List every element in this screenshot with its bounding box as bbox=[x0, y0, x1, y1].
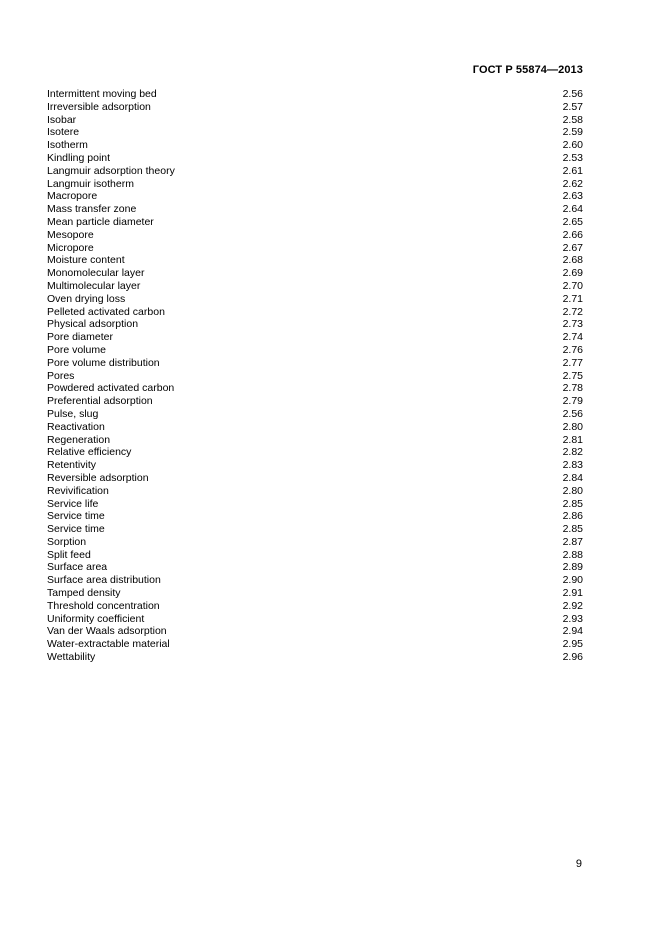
index-reference-number: 2.65 bbox=[562, 215, 583, 228]
index-term: Service life bbox=[47, 497, 99, 510]
index-entry bbox=[47, 267, 583, 280]
index-reference-number: 2.91 bbox=[562, 587, 583, 600]
index-entry bbox=[47, 152, 583, 165]
index-entry bbox=[47, 216, 583, 229]
index-term: Surface area bbox=[47, 561, 108, 574]
index-term: Irreversible adsorption bbox=[47, 100, 151, 113]
index-term: Threshold concentration bbox=[47, 599, 160, 612]
index-term: Mean particle diameter bbox=[47, 215, 154, 228]
index-entry bbox=[47, 613, 583, 626]
index-term: Relative efficiency bbox=[47, 446, 132, 459]
index-term: Mass transfer zone bbox=[47, 203, 137, 216]
index-reference-number: 2.61 bbox=[562, 164, 583, 177]
index-term: Isotherm bbox=[47, 139, 88, 152]
index-term: Service time bbox=[47, 523, 105, 536]
index-reference-number: 2.79 bbox=[562, 395, 583, 408]
index-reference-number: 2.58 bbox=[562, 113, 583, 126]
index-reference-number: 2.60 bbox=[562, 139, 583, 152]
index-reference-number: 2.82 bbox=[562, 446, 583, 459]
index-term: Retentivity bbox=[47, 459, 97, 472]
index-entry bbox=[47, 446, 583, 459]
index-term: Pore volume distribution bbox=[47, 356, 160, 369]
index-reference-number: 2.81 bbox=[562, 433, 583, 446]
index-entry bbox=[47, 523, 583, 536]
index-reference-number: 2.83 bbox=[562, 459, 583, 472]
index-reference-number: 2.85 bbox=[562, 497, 583, 510]
index-reference-number: 2.73 bbox=[562, 318, 583, 331]
index-reference-number: 2.63 bbox=[562, 190, 583, 203]
index-reference-number: 2.62 bbox=[562, 177, 583, 190]
index-entry bbox=[47, 88, 583, 101]
index-entry bbox=[47, 485, 583, 498]
index-reference-number: 2.69 bbox=[562, 267, 583, 280]
index-entry bbox=[47, 101, 583, 114]
index-entry bbox=[47, 306, 583, 319]
index-entry bbox=[47, 434, 583, 447]
index-term: Surface area distribution bbox=[47, 574, 161, 587]
index-entry bbox=[47, 574, 583, 587]
index-term: Van der Waals adsorption bbox=[47, 625, 167, 638]
index-term: Mesopore bbox=[47, 228, 94, 241]
index-reference-number: 2.75 bbox=[562, 369, 583, 382]
index-reference-number: 2.84 bbox=[562, 471, 583, 484]
index-term: Regeneration bbox=[47, 433, 111, 446]
index-entry bbox=[47, 280, 583, 293]
index-reference-number: 2.85 bbox=[562, 523, 583, 536]
index-term: Pulse, slug bbox=[47, 407, 99, 420]
index-reference-number: 2.68 bbox=[562, 254, 583, 267]
index-entry bbox=[47, 114, 583, 127]
index-entry bbox=[47, 344, 583, 357]
index-entry bbox=[47, 587, 583, 600]
index-reference-number: 2.92 bbox=[562, 599, 583, 612]
index-entry bbox=[47, 357, 583, 370]
index-entry bbox=[47, 459, 583, 472]
index-term: Monomolecular layer bbox=[47, 267, 145, 280]
index-term: Powdered activated carbon bbox=[47, 382, 175, 395]
index-term: Moisture content bbox=[47, 254, 125, 267]
index-term: Split feed bbox=[47, 548, 91, 561]
index-term: Reactivation bbox=[47, 420, 105, 433]
index-reference-number: 2.90 bbox=[562, 574, 583, 587]
index-entry bbox=[47, 139, 583, 152]
index-entry bbox=[47, 651, 583, 664]
index-term: Macropore bbox=[47, 190, 98, 203]
index-term: Kindling point bbox=[47, 151, 111, 164]
index-entry bbox=[47, 254, 583, 267]
index-term: Pelleted activated carbon bbox=[47, 305, 165, 318]
index-entry bbox=[47, 331, 583, 344]
index-term: Preferential adsorption bbox=[47, 395, 153, 408]
index-reference-number: 2.56 bbox=[562, 407, 583, 420]
index-entry bbox=[47, 561, 583, 574]
index-entry bbox=[47, 472, 583, 485]
index-term: Isotere bbox=[47, 126, 80, 139]
index-reference-number: 2.95 bbox=[562, 638, 583, 651]
document-code: ГОСТ Р 55874—2013 bbox=[472, 64, 583, 76]
index-term: Sorption bbox=[47, 535, 87, 548]
index-reference-number: 2.96 bbox=[562, 651, 583, 664]
index-term: Physical adsorption bbox=[47, 318, 139, 331]
index-term: Revivification bbox=[47, 484, 109, 497]
index-entry bbox=[47, 382, 583, 395]
index-reference-number: 2.72 bbox=[562, 305, 583, 318]
index-entry bbox=[47, 318, 583, 331]
index-entry bbox=[47, 395, 583, 408]
index-entry bbox=[47, 370, 583, 383]
index-entry bbox=[47, 625, 583, 638]
index-reference-number: 2.64 bbox=[562, 203, 583, 216]
index-entry bbox=[47, 203, 583, 216]
index-term: Pore diameter bbox=[47, 331, 113, 344]
index-entry bbox=[47, 293, 583, 306]
index-reference-number: 2.67 bbox=[562, 241, 583, 254]
index-term: Oven drying loss bbox=[47, 292, 126, 305]
index-entry bbox=[47, 408, 583, 421]
index-reference-number: 2.80 bbox=[562, 484, 583, 497]
index-entry bbox=[47, 638, 583, 651]
index-entry bbox=[47, 229, 583, 242]
index-term: Water-extractable material bbox=[47, 638, 170, 651]
page-number: 9 bbox=[575, 858, 582, 870]
index-entry bbox=[47, 126, 583, 139]
index-reference-number: 2.87 bbox=[562, 535, 583, 548]
index-entry bbox=[47, 600, 583, 613]
index-term: Service time bbox=[47, 510, 105, 523]
index-term: Langmuir isotherm bbox=[47, 177, 134, 190]
index-reference-number: 2.88 bbox=[562, 548, 583, 561]
index-reference-number: 2.56 bbox=[562, 88, 583, 100]
index-reference-number: 2.59 bbox=[562, 126, 583, 139]
index-reference-number: 2.57 bbox=[562, 100, 583, 113]
index-entry bbox=[47, 498, 583, 511]
index-entry bbox=[47, 549, 583, 562]
index-reference-number: 2.76 bbox=[562, 343, 583, 356]
index-term: Uniformity coefficient bbox=[47, 612, 145, 625]
index-reference-number: 2.80 bbox=[562, 420, 583, 433]
index-term: Multimolecular layer bbox=[47, 279, 141, 292]
index-reference-number: 2.70 bbox=[562, 279, 583, 292]
index-entry bbox=[47, 190, 583, 203]
index-entry bbox=[47, 178, 583, 191]
index-term: Reversible adsorption bbox=[47, 471, 149, 484]
index-reference-number: 2.78 bbox=[562, 382, 583, 395]
term-index-list bbox=[47, 88, 583, 664]
index-term: Tamped density bbox=[47, 587, 121, 600]
index-reference-number: 2.66 bbox=[562, 228, 583, 241]
index-term: Langmuir adsorption theory bbox=[47, 164, 175, 177]
index-entry bbox=[47, 242, 583, 255]
index-entry bbox=[47, 510, 583, 523]
index-term: Pores bbox=[47, 369, 75, 382]
index-reference-number: 2.86 bbox=[562, 510, 583, 523]
index-reference-number: 2.89 bbox=[562, 561, 583, 574]
index-reference-number: 2.74 bbox=[562, 331, 583, 344]
index-reference-number: 2.94 bbox=[562, 625, 583, 638]
index-reference-number: 2.53 bbox=[562, 151, 583, 164]
index-term: Micropore bbox=[47, 241, 94, 254]
index-reference-number: 2.93 bbox=[562, 612, 583, 625]
index-term: Pore volume bbox=[47, 343, 106, 356]
index-entry bbox=[47, 536, 583, 549]
index-term: Wettability bbox=[47, 651, 96, 664]
index-entry bbox=[47, 421, 583, 434]
index-entry bbox=[47, 165, 583, 178]
index-term: Isobar bbox=[47, 113, 77, 126]
index-term: Intermittent moving bed bbox=[47, 88, 157, 100]
index-reference-number: 2.77 bbox=[562, 356, 583, 369]
index-reference-number: 2.71 bbox=[562, 292, 583, 305]
